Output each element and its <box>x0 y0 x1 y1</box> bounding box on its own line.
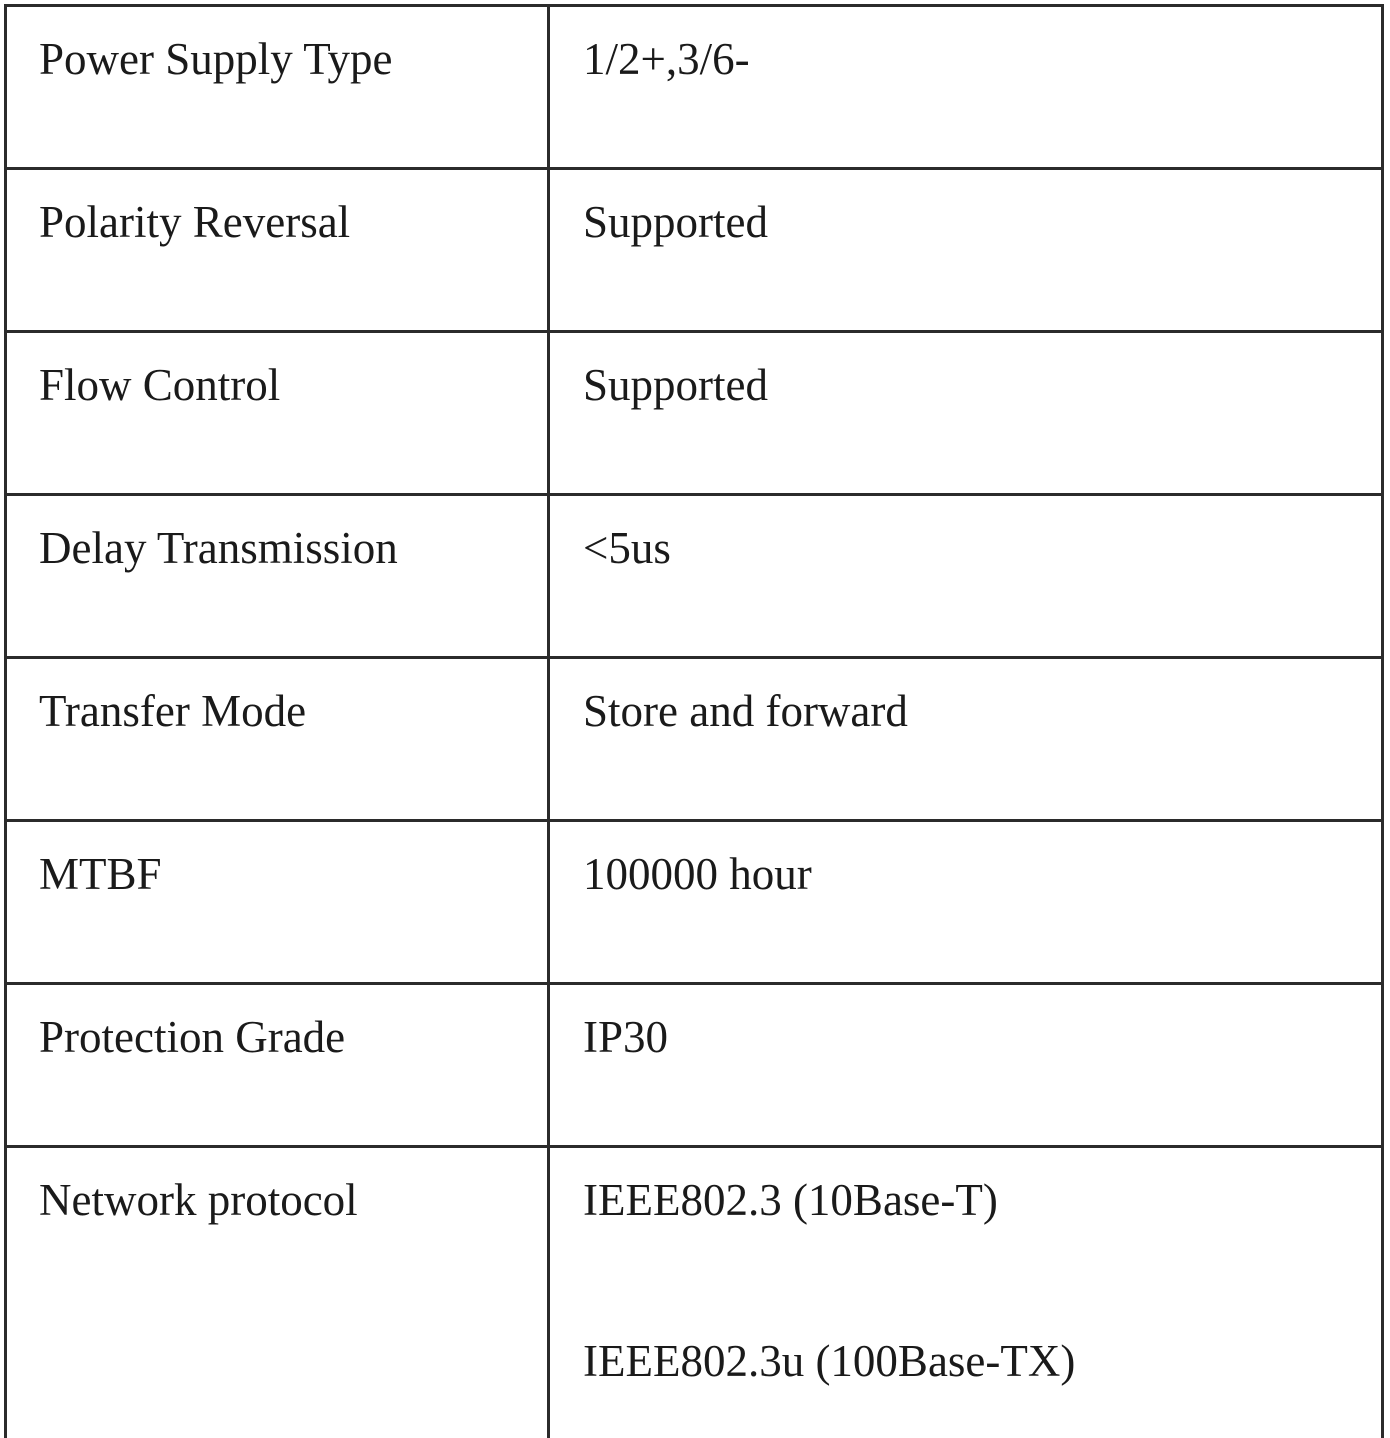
spec-value: IEEE802.3 (10Base-T) <box>583 1178 1381 1223</box>
spec-value-cell <box>549 332 1383 495</box>
spec-label-cell <box>6 6 549 169</box>
table-row <box>6 1147 1383 1438</box>
spec-value: Supported <box>583 197 768 247</box>
table-row <box>6 821 1383 984</box>
spec-value-cell <box>549 984 1383 1147</box>
spec-label-cell <box>6 332 549 495</box>
spec-value-cell <box>549 1147 1383 1438</box>
spec-label-cell <box>6 495 549 658</box>
spec-value: 100000 hour <box>583 849 812 899</box>
spec-value-cell <box>549 169 1383 332</box>
table-row <box>6 984 1383 1147</box>
spec-value: IP30 <box>583 1012 668 1062</box>
table-row <box>6 495 1383 658</box>
spec-value: 1/2+,3/6- <box>583 34 750 84</box>
spec-label-cell <box>6 658 549 821</box>
spec-value: IEEE802.3u (100Base-TX) <box>583 1339 1381 1384</box>
table-row <box>6 658 1383 821</box>
spec-value-cell <box>549 6 1383 169</box>
spec-label: Delay Transmission <box>39 523 398 573</box>
table-row <box>6 6 1383 169</box>
spec-value: <5us <box>583 523 671 573</box>
spec-value-cell <box>549 658 1383 821</box>
spec-label: Polarity Reversal <box>39 197 350 247</box>
spec-label-cell <box>6 169 549 332</box>
table-row <box>6 332 1383 495</box>
table-row <box>6 169 1383 332</box>
spec-label: Flow Control <box>39 360 280 410</box>
spec-label-cell <box>6 984 549 1147</box>
spec-label-cell <box>6 1147 549 1438</box>
spec-value-cell <box>549 821 1383 984</box>
spec-label: Network protocol <box>39 1175 358 1225</box>
spec-label: Power Supply Type <box>39 34 393 84</box>
spec-value-cell <box>549 495 1383 658</box>
spec-label-cell <box>6 821 549 984</box>
spec-label: Protection Grade <box>39 1012 345 1062</box>
spec-label: MTBF <box>39 849 162 899</box>
spec-label: Transfer Mode <box>39 686 306 736</box>
spec-value: Supported <box>583 360 768 410</box>
spec-value: Store and forward <box>583 686 908 736</box>
spec-table <box>4 4 1384 1438</box>
